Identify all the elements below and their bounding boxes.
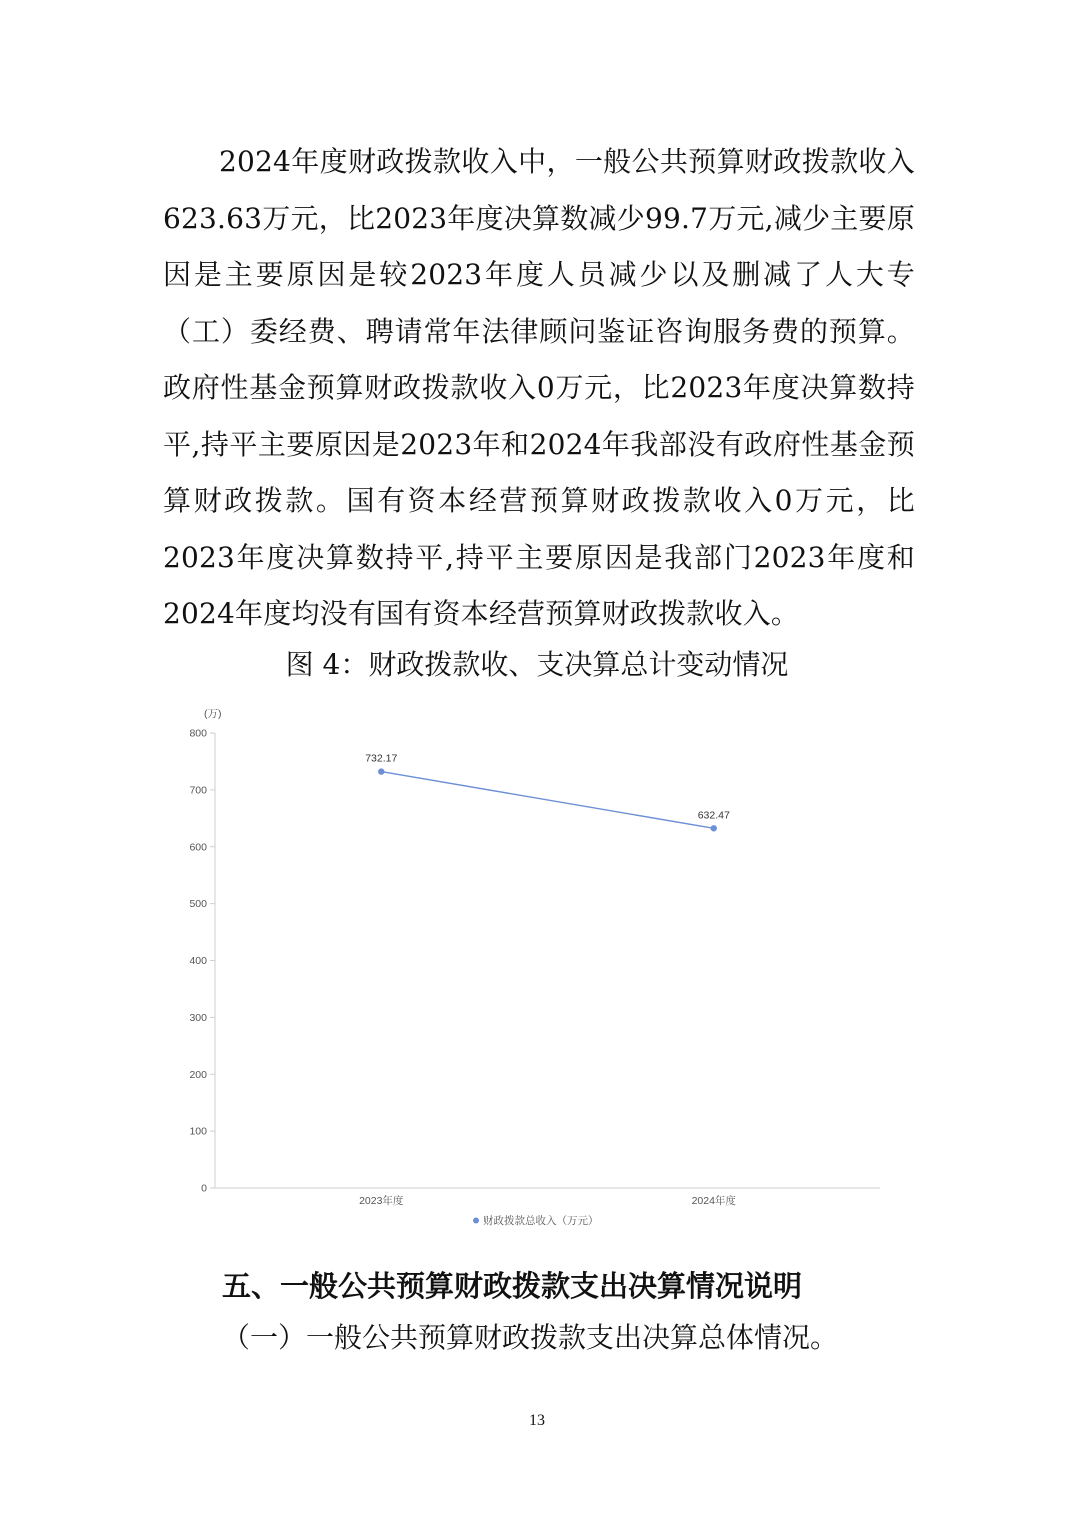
y-tick-label: 0 [201, 1182, 207, 1195]
data-point [378, 768, 384, 774]
line-chart [160, 700, 900, 1240]
data-label: 632.47 [697, 809, 730, 822]
y-tick-label: 500 [189, 898, 207, 911]
x-tick-label: 2024年度 [691, 1195, 736, 1207]
y-axis-unit-label: (万) [204, 708, 222, 720]
subsection-title: （一）一般公共预算财政拨款支出决算总体情况。 [222, 1321, 839, 1354]
legend-label: 财政拨款总收入（万元） [483, 1215, 599, 1227]
y-tick-label: 100 [189, 1125, 207, 1138]
y-tick-label: 300 [189, 1011, 207, 1024]
series-line [381, 772, 714, 829]
data-point [711, 825, 717, 831]
y-tick-label: 800 [189, 727, 207, 740]
page-number: 13 [529, 1412, 545, 1429]
x-tick-label: 2023年度 [359, 1195, 404, 1207]
section-title: 五、一般公共预算财政拨款支出决算情况说明 [222, 1269, 803, 1303]
y-tick-label: 400 [189, 955, 207, 967]
body-paragraph: 2024年度财政拨款收入中，一般公共预算财政拨款收入623.63万元，比2023年度决算数减少99.7万元,减少主要原因是主要原因是较2023年度人员减少以及删减了人大专（工）委经费、聘请常年法律顾问鉴证咨询服务费的预算。政府性基金预算财政拨款收入0万元，比2023年度决算数持平,持平主要原因是2023年和2024年我部没有政府性基金预算财政拨款。国有资本经营预算财政拨款收入0万元，比2023年度决算数持平,持平主要原因是我部门2023年度和2024年度均没有国有资本经营预算财政拨款收入。 [163, 145, 915, 630]
y-tick-label: 700 [189, 784, 207, 797]
figure-caption: 图 4：财政拨款收、支决算总计变动情况 [285, 648, 789, 681]
y-tick-label: 600 [189, 841, 207, 854]
legend-marker [473, 1218, 479, 1224]
data-label: 732.17 [365, 752, 398, 765]
y-tick-label: 200 [189, 1068, 207, 1081]
